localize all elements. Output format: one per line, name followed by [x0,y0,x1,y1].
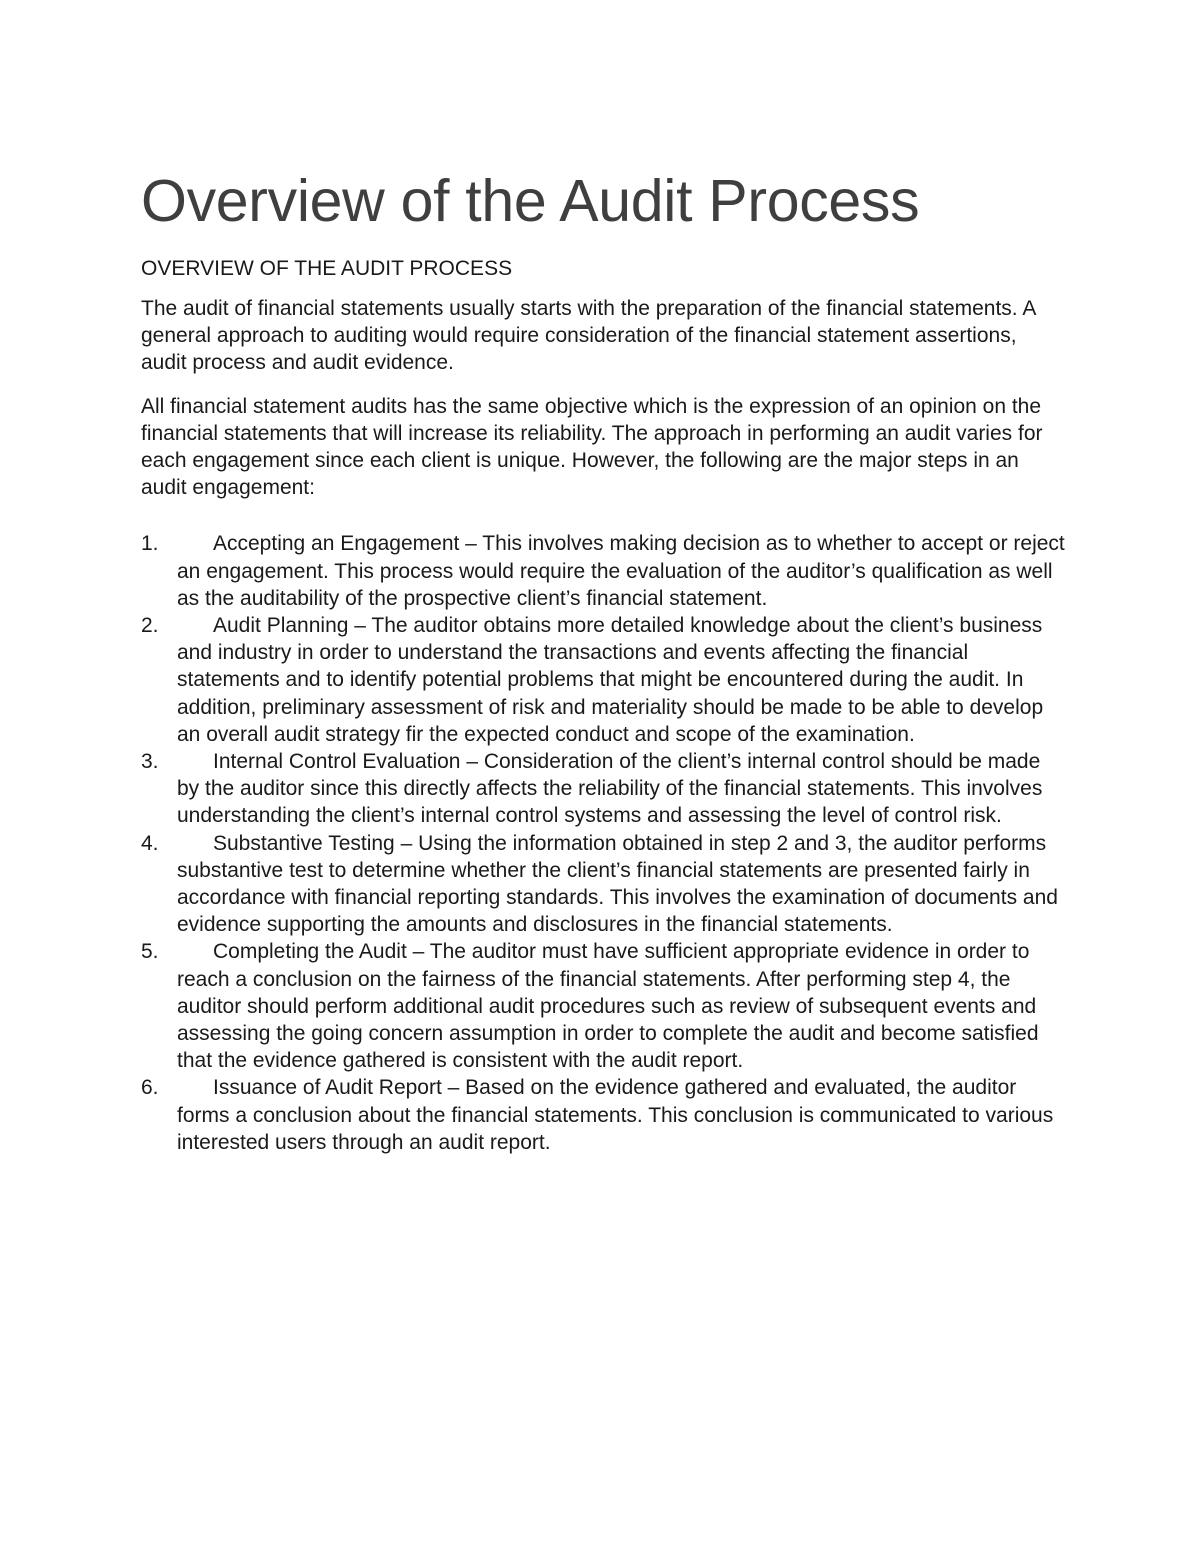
step-text: Completing the Audit – The auditor must have sufficient appropriate evidence in order to reach a conclusion on the fairness of the financial statements. After performing step 4, the auditor should perform additional audit procedures such as review of subsequent events and assessing the going concern assumption in order to complete the audit and become satisfied that the evidence gathered is consistent with the audit report. [177,940,1039,1073]
step-number: 4. [141,831,159,855]
page-title: Overview of the Audit Process [141,168,920,234]
section-heading: OVERVIEW OF THE AUDIT PROCESS [141,257,513,280]
step-number: 6. [141,1076,159,1100]
document-page [141,168,1066,1156]
step-text: Audit Planning – The auditor obtains more detailed knowledge about the client’s business and industry in order to understand the transactions and events affecting the financial statements and to identify potential problems that might be encountered during the audit. In addition, preliminary assessment of risk and materiality should be made to be able to develop an overall audit strategy fir the expected conduct and scope of the examination. [177,614,1044,746]
list-item [141,612,1066,748]
list-item [141,748,1066,830]
step-number: 5. [141,940,159,964]
step-text: Substantive Testing – Using the information obtained in step 2 and 3, the auditor performs substantive test to determine whether the client’s financial statements are presented fairly in accordance with financial reporting standards. This involves the examination of documents and evidence supporting the amounts and disclosures in the financial statements. [177,831,1058,937]
list-item [141,1074,1066,1156]
list-item [141,830,1066,939]
step-text: Issuance of Audit Report – Based on the evidence gathered and evaluated, the auditor forms a conclusion about the financial statements. This conclusion is communicated to various interested users through an audit report. [177,1076,1054,1154]
step-number: 1. [141,532,159,556]
step-text: Accepting an Engagement – This involves making decision as to whether to accept or reject an engagement. This process would require the evaluation of the auditor’s qualification as well as the auditability of the prospective client’s financial statement. [177,532,1065,610]
objective-paragraph: All financial statement audits has the same objective which is the expression of an opinion on the financial statements that will increase its reliability. The approach in performing an audit varies for each engagement since each client is unique. However, the following are the major steps in an audit engagement: [141,394,1043,500]
list-item [141,938,1066,1074]
list-item [141,530,1066,612]
step-number: 3. [141,750,159,774]
step-text: Internal Control Evaluation – Consideration of the client’s internal control should be made by the auditor since this directly affects the reliability of the financial statements. This involves understanding the client’s internal control systems and assessing the level of control risk. [177,750,1043,828]
step-number: 2. [141,614,159,638]
intro-paragraph: The audit of financial statements usually starts with the preparation of the financial statements. A general approach to auditing would require consideration of the financial statement assertions, audit process and audit evidence. [141,297,1036,375]
audit-steps-list [141,530,1066,1156]
